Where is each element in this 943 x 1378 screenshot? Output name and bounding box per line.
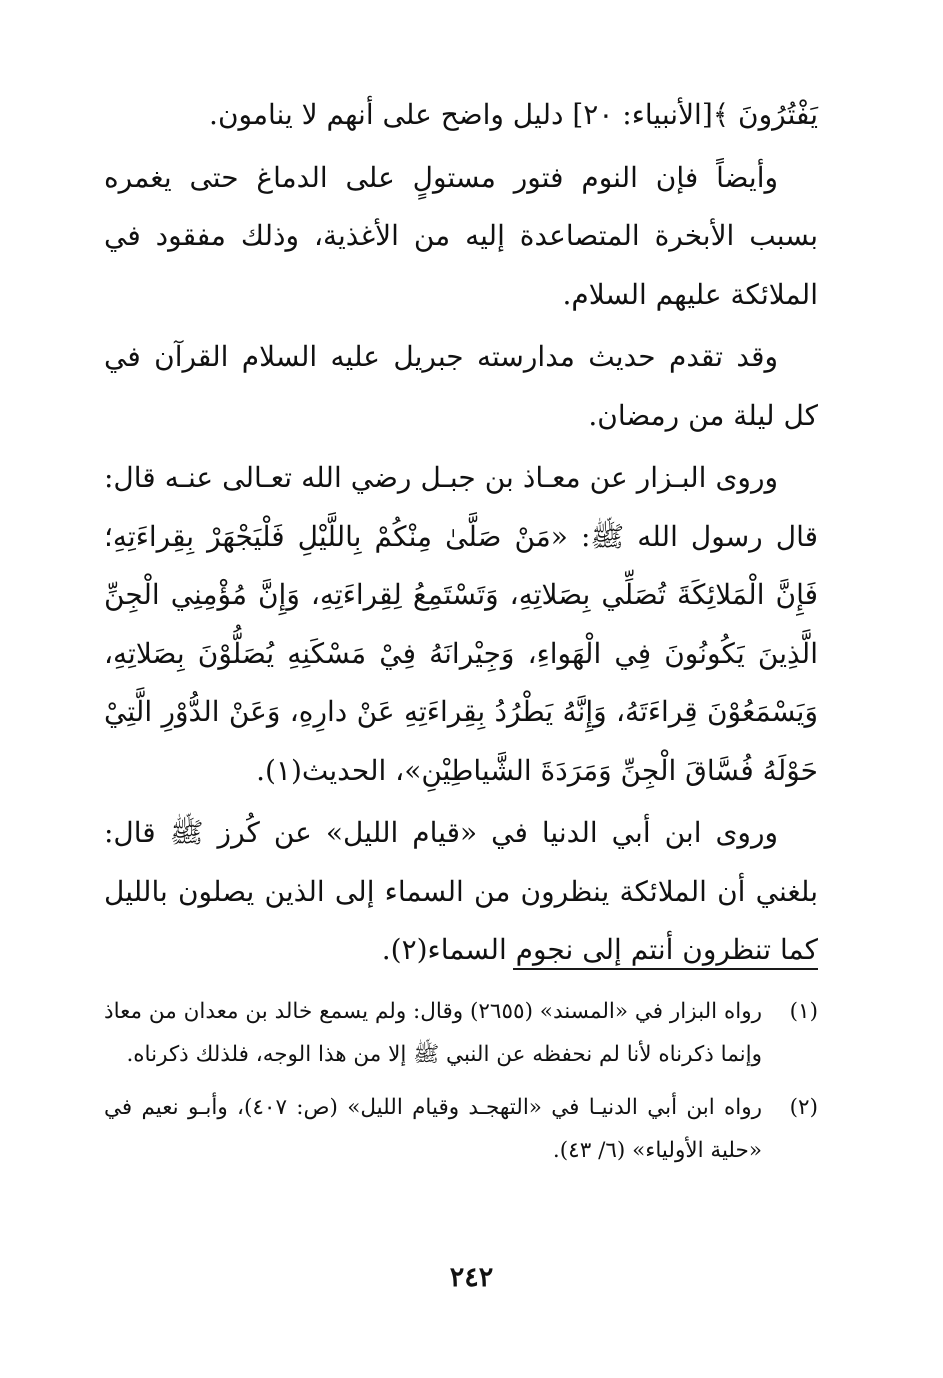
footnote-1 [104,990,818,1076]
paragraph-4: وروى البـزار عن معـاذ بن جبـل رضي الله تعـالى عنـه قال: قال رسول الله ﷺ: «مَنْ صَلَّىٰ مِنْكُمْ بِاللَّيْلِ فَلْيَجْهَرْ بِقِراءَتِهِ؛ فَإِنَّ الْمَلائِكَةَ تُصَلِّي بِصَلاتِهِ، وَتَسْتَمِعُ لِقِراءَتِهِ، وَإِنَّ مُؤْمِنِي الْجِنِّ الَّذِينَ يَكُونُونَ فِي الْهَواءِ، وَجِيْرانَهُ فِيْ مَسْكَنِهِ يُصَلُّوْنَ بِصَلاتِهِ، وَيَسْمَعُوْنَ قِراءَتَهُ، وَإِنَّهُ يَطْرُدُ بِقِراءَتِهِ عَنْ دارِهِ، وَعَنْ الدُّوْرِ الَّتِيْ حَوْلَهُ فُسَّاقَ الْجِنِّ وَمَرَدَةَ الشَّياطِيْنِ»، الحديث(١). [104,461,818,787]
footnotes [104,990,818,1182]
body-text [104,86,818,980]
footnote-2 [104,1086,818,1172]
footnote-number: (٢) [789,1095,818,1120]
paragraph-3: وقد تقدم حديث مدارسته جبريل عليه السلام القرآن في كل ليلة من رمضان. [104,340,818,432]
paragraph-1: يَفْتُرُونَ ﴾[الأنبياء: ٢٠] دليل واضح على أنهم لا ينامون. [209,98,818,131]
paragraph-5: وروى ابن أبي الدنيا في «قيام الليل» عن كُرز ﷺ قال: بلغني أن الملائكة ينظرون من السماء إلى الذين يصلون بالليل كما تنظرون أنتم إلى نجوم السماء(٢). [104,816,818,966]
footnote-text: رواه ابن أبي الدنيـا في «التهجـد وقيام الليل» (ص: ٤٠٧)، وأبـو نعيم في «حلية الأولياء» (٦/ ٤٣). [104,1095,762,1163]
paragraph-2: وأيضاً فإن النوم فتور مستولٍ على الدماغ حتى يغمره بسبب الأبخرة المتصاعدة إليه من الأغذية، وذلك مفقود في الملائكة عليهم السلام. [104,160,818,311]
footnote-separator [513,968,818,970]
page-number: ٢٤٢ [449,1262,494,1293]
footnote-text: رواه البزار في «المسند» (٢٦٥٥) وقال: ولم يسمع خالد بن معدان من معاذ وإنما ذكرناه لأنا لم نحفظه عن النبي ﷺ إلا من هذا الوجه، فلذلك ذكرناه. [104,999,762,1067]
main-text [104,86,818,980]
footnote-number: (١) [789,999,818,1024]
